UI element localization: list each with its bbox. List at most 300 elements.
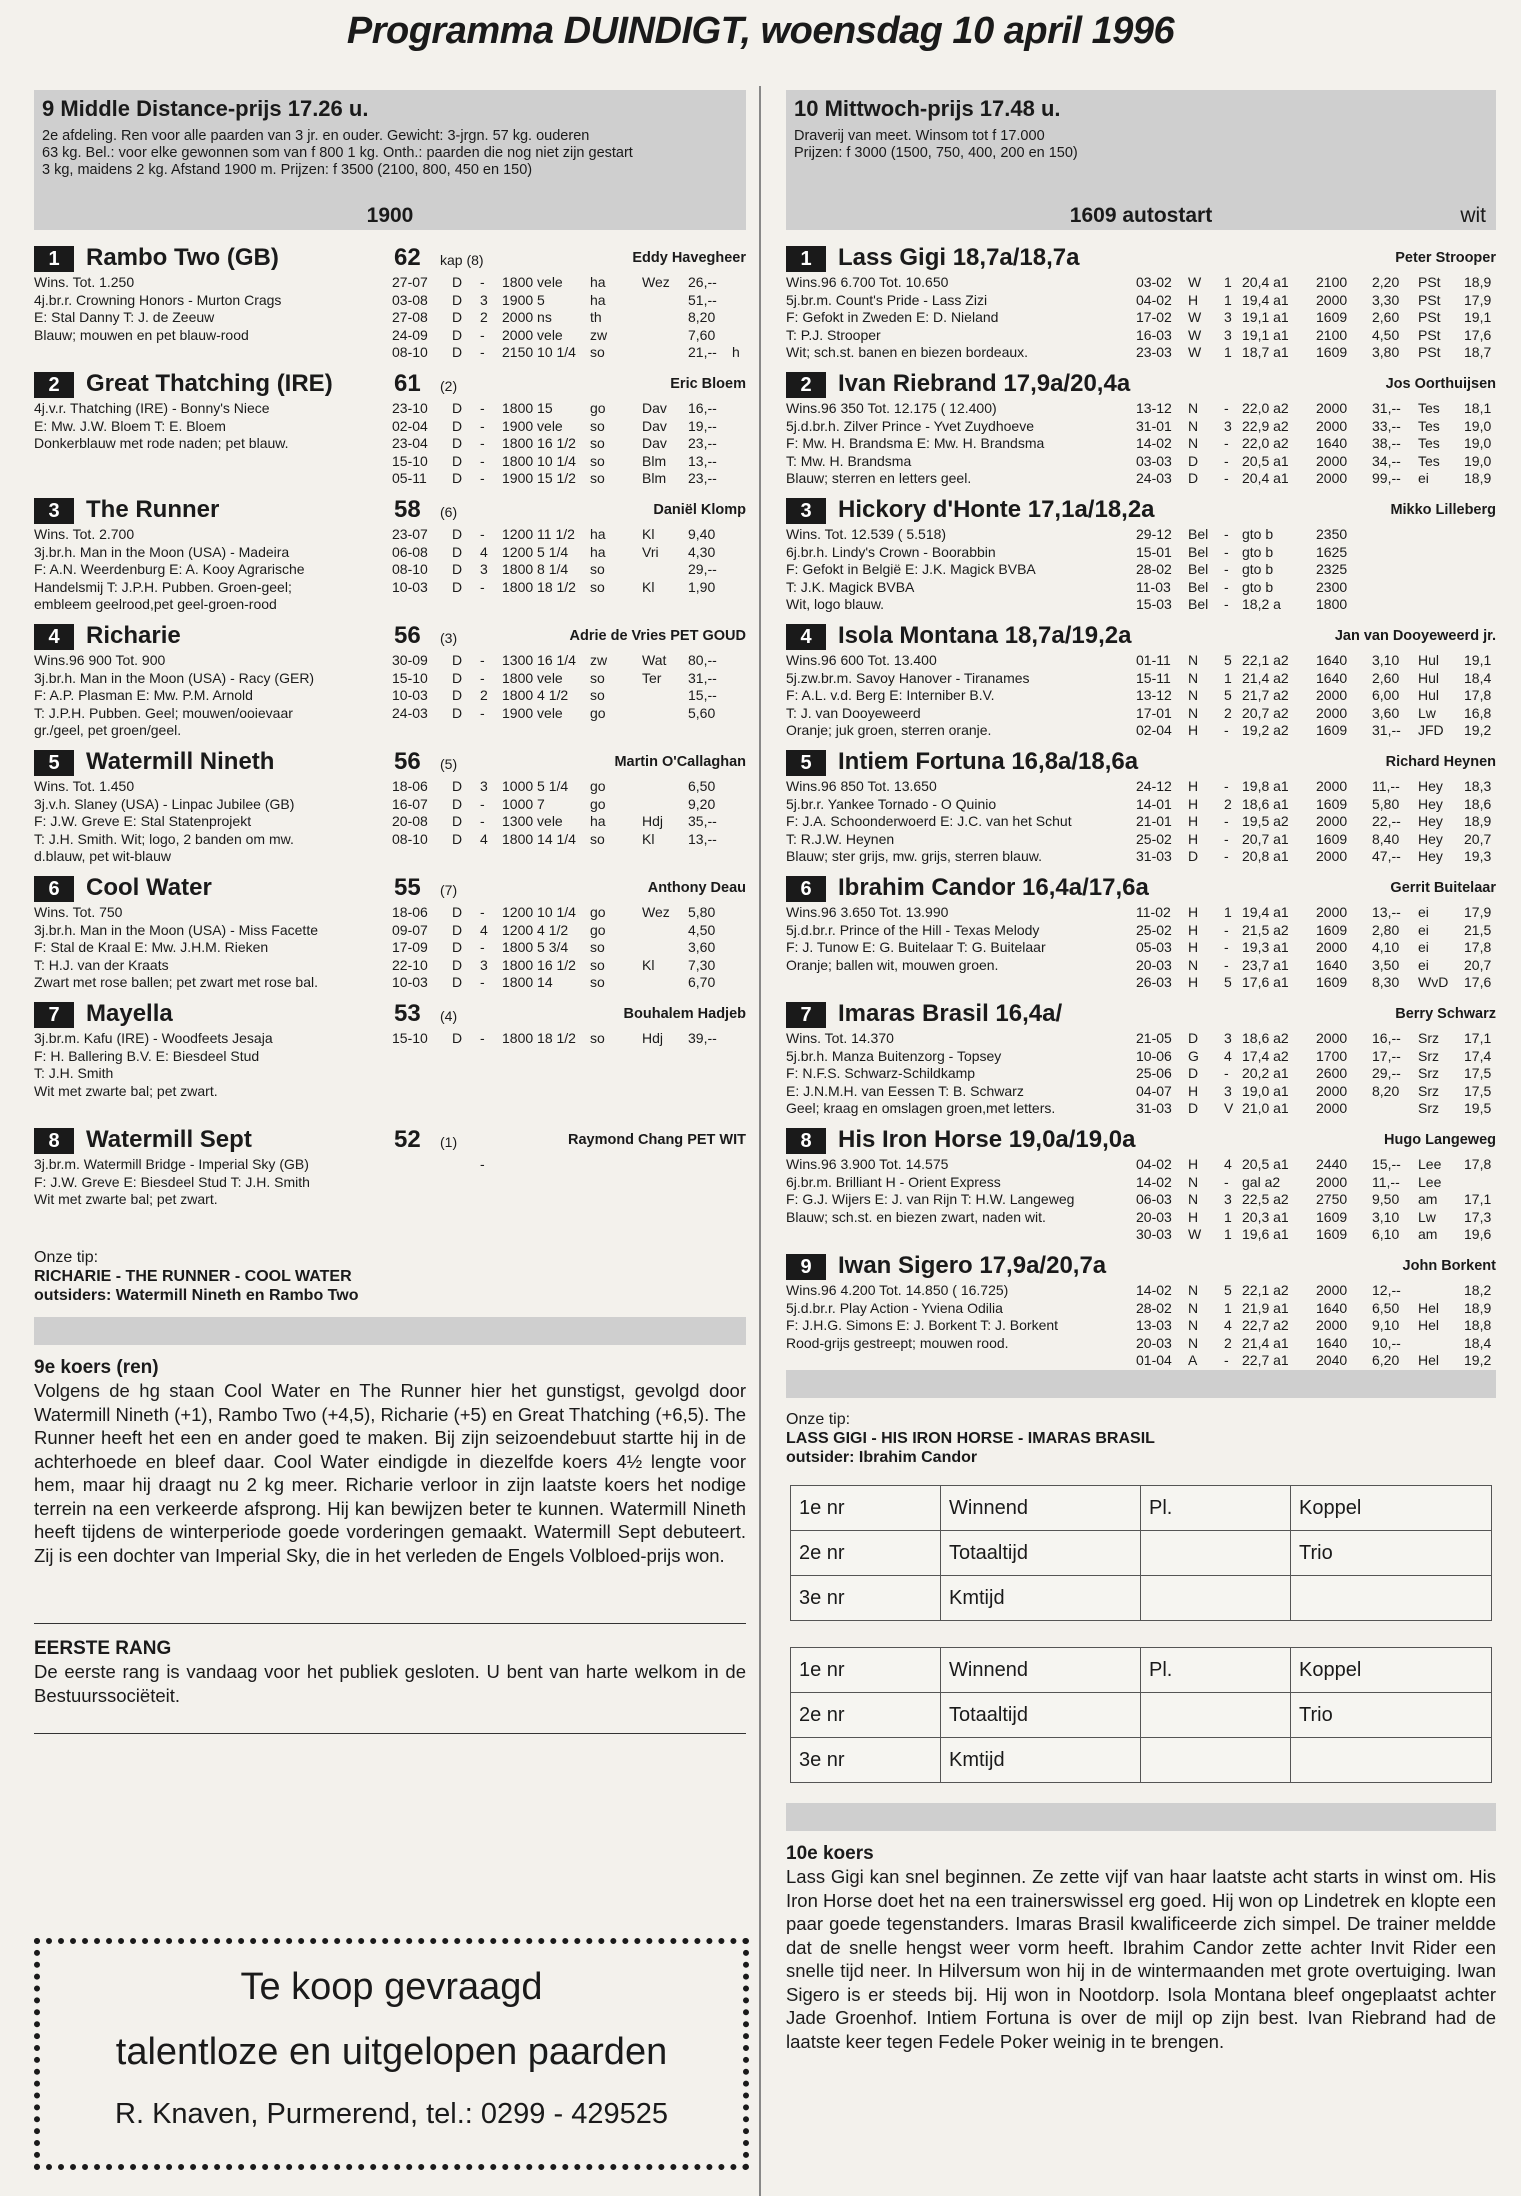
performance-cell: H (1188, 1156, 1199, 1172)
performance-cell: Bel (1188, 596, 1209, 613)
past-performances (392, 274, 746, 362)
results-cell: Totaaltijd (941, 1531, 1141, 1576)
performance-cell: 2440 (1316, 1156, 1348, 1172)
performance-cell: 18,1 (1464, 400, 1492, 416)
horse-weight: 62 (394, 244, 421, 271)
performance-cell: 2 (480, 309, 488, 326)
horse-info-line: Handelsmij T: J.P.H. Pubben. Groen-geel; (34, 578, 292, 595)
horse-info (786, 1030, 1055, 1118)
performance-row (1136, 1226, 1496, 1244)
performance-cell: 11-02 (1136, 904, 1171, 920)
race9-horse-list (34, 240, 746, 1248)
performance-cell: H (1188, 795, 1199, 812)
performance-cell: 17-02 (1136, 309, 1172, 326)
performance-row (392, 453, 746, 471)
horse-info-line: Wins.96 3.900 Tot. 14.575 (786, 1156, 949, 1172)
horse-name: Mayella (86, 1000, 173, 1027)
horse-info-line: T: J.H. Smith. Wit; logo, 2 banden om mw. (34, 830, 294, 847)
horse-info-line: 4j.v.r. Thatching (IRE) - Bonny's Niece (34, 400, 270, 416)
performance-cell: 04-07 (1136, 1082, 1172, 1099)
horse-info-line: Wins.96 900 Tot. 900 (34, 652, 166, 668)
performance-cell: 1 (1224, 669, 1232, 686)
performance-cell: 17,4 a2 (1242, 1047, 1289, 1064)
performance-row (392, 400, 746, 418)
horse-info-line: T: H.J. van der Kraats (34, 956, 169, 973)
performance-cell: ha (590, 813, 606, 830)
performance-cell: am (1418, 1226, 1438, 1243)
performance-cell: 1800 10 1/4 (502, 452, 576, 469)
performance-cell: D (452, 704, 463, 721)
horse-weight: 53 (394, 1000, 421, 1027)
horse-entry (34, 870, 746, 996)
performance-cell: 1,90 (688, 578, 716, 595)
performance-cell: 14-01 (1136, 795, 1172, 812)
performance-cell: 23-07 (392, 526, 428, 542)
horse-info-line: F: J.H.G. Simons E: J. Borkent T: J. Borkent (786, 1317, 1059, 1334)
performance-cell: 1800 18 1/2 (502, 1030, 576, 1046)
performance-cell: Tes (1418, 435, 1440, 452)
horse-info (786, 778, 1072, 866)
performance-cell: 23-10 (392, 400, 428, 416)
results-cell: Kmtijd (941, 1738, 1141, 1783)
jockey-name: John Borkent (1402, 1258, 1496, 1274)
performance-row (392, 670, 746, 688)
performance-cell: 2000 (1316, 452, 1348, 469)
performance-cell: - (1224, 778, 1229, 794)
gray-band (786, 1370, 1496, 1398)
performance-cell: 21,0 a1 (1242, 1100, 1289, 1117)
performance-cell: 80,-- (688, 652, 717, 668)
performance-cell: N (1188, 1317, 1199, 1334)
performance-cell: 04-02 (1136, 291, 1172, 308)
performance-cell: Vri (642, 543, 659, 560)
performance-cell: D (452, 652, 463, 668)
horse-info-line: 5j.d.br.r. Prince of the Hill - Texas Melody (786, 921, 1040, 938)
performance-cell: 13-12 (1136, 687, 1172, 704)
race9-condition-2: 63 kg. Bel.: voor elke gewonnen som van f 800 1 kg. Onth.: paarden die nog niet zijn gestart (42, 145, 633, 161)
performance-cell: - (1224, 1352, 1229, 1369)
performance-cell: D (452, 417, 463, 434)
race9-header (34, 90, 746, 230)
performance-cell: - (1224, 561, 1229, 578)
results-cell (1141, 1576, 1291, 1621)
past-performances (392, 526, 746, 596)
performance-cell: 1609 (1316, 309, 1348, 326)
results-row (791, 1486, 1492, 1531)
performance-cell: 22,1 a2 (1242, 1282, 1289, 1298)
performance-row (1136, 596, 1496, 614)
horse-info-line: 5j.d.br.h. Zilver Prince - Yvet Zuydhoeve (786, 417, 1034, 434)
performance-cell: 2000 (1316, 1173, 1348, 1190)
performance-cell: zw (590, 652, 608, 668)
horse-number: 3 (786, 498, 826, 524)
performance-cell: - (480, 435, 485, 452)
performance-row (1136, 705, 1496, 723)
performance-cell: D (1188, 452, 1199, 469)
horse-info-line: Donkerblauw met rode naden; pet blauw. (34, 435, 289, 452)
horse-name: Ibrahim Candor 16,4a/17,6a (838, 874, 1149, 901)
race9-tip-label: Onze tip: (34, 1249, 99, 1266)
jockey-name: Gerrit Buitelaar (1390, 880, 1496, 896)
performance-cell: 13-12 (1136, 400, 1172, 416)
horse-info-line: d.blauw, pet wit-blauw (34, 848, 171, 865)
performance-cell: 14-02 (1136, 435, 1172, 452)
performance-cell: D (452, 526, 463, 542)
eerste-rang (34, 1638, 746, 1707)
performance-cell: ei (1418, 470, 1429, 487)
horse-number: 1 (34, 246, 74, 272)
article-race10-title: 10e koers (786, 1843, 874, 1864)
performance-cell: V (1224, 1100, 1234, 1117)
performance-cell: H (1188, 291, 1199, 308)
performance-row (1136, 400, 1496, 418)
performance-cell: 3 (1224, 1030, 1232, 1046)
jockey-name: Anthony Deau (647, 880, 746, 896)
performance-cell: 1609 (1316, 722, 1348, 739)
performance-cell: 27-07 (392, 274, 428, 290)
performance-cell: 18,2 a (1242, 596, 1281, 613)
performance-cell: 1900 vele (502, 417, 563, 434)
performance-cell: Srz (1418, 1030, 1439, 1046)
horse-entry (34, 240, 746, 366)
performance-row (1136, 1065, 1496, 1083)
performance-row (1136, 922, 1496, 940)
performance-cell: 2 (1224, 1334, 1232, 1351)
performance-row (1136, 435, 1496, 453)
horse-info-line: Wins. Tot. 750 (34, 904, 123, 920)
performance-cell: D (452, 778, 463, 794)
performance-cell: 06-08 (392, 543, 428, 560)
horse-name: Cool Water (86, 874, 212, 901)
performance-cell: 2,80 (1372, 921, 1400, 938)
race10-column (786, 90, 1496, 2053)
horse-info-line: Wins.96 600 Tot. 13.400 (786, 652, 937, 668)
performance-cell: 19,3 (1464, 848, 1492, 865)
performance-cell: 21,7 a2 (1242, 687, 1289, 704)
horse-info-line: Blauw; sch.st. en biezen zwart, naden wit. (786, 1208, 1046, 1225)
performance-cell: 24-12 (1136, 778, 1172, 794)
performance-cell: 16-03 (1136, 326, 1172, 343)
results-row (791, 1576, 1492, 1621)
performance-cell: 20,7 (1464, 830, 1492, 847)
horse-entry (786, 996, 1496, 1122)
performance-row (1136, 561, 1496, 579)
horse-info-line: Wins.96 350 Tot. 12.175 ( 12.400) (786, 400, 997, 416)
performance-cell: 5 (1224, 974, 1232, 991)
horse-name: Isola Montana 18,7a/19,2a (838, 622, 1132, 649)
performance-cell: Hey (1418, 778, 1443, 794)
results-cell (1291, 1738, 1492, 1783)
performance-cell: 27-08 (392, 309, 428, 326)
horse-name: Imaras Brasil 16,4a/ (838, 1000, 1063, 1027)
performance-cell: 11,-- (1372, 1173, 1400, 1190)
results-cell: Kmtijd (941, 1576, 1141, 1621)
performance-cell: N (1188, 1299, 1199, 1316)
performance-row (1136, 579, 1496, 597)
jockey-name: Eddy Havegheer (632, 250, 746, 266)
horse-info-line: F: J.A. Schoonderwoerd E: J.C. van het Schut (786, 813, 1072, 830)
performance-cell: 1 (1224, 904, 1232, 920)
performance-cell: 1 (1224, 1208, 1232, 1225)
performance-cell: D (452, 543, 463, 560)
performance-cell: so (590, 687, 605, 704)
performance-row (1136, 544, 1496, 562)
performance-row (1136, 1335, 1496, 1353)
performance-cell: go (590, 921, 606, 938)
horse-info (34, 778, 294, 866)
performance-cell: - (480, 344, 485, 361)
horse-info (34, 904, 318, 992)
performance-cell: 31,-- (1372, 722, 1401, 739)
performance-cell: so (590, 344, 605, 361)
performance-cell: 1800 8 1/4 (502, 561, 569, 578)
performance-row (392, 922, 746, 940)
performance-cell: D (452, 452, 463, 469)
performance-cell: 1 (1224, 1299, 1232, 1316)
horse-info (34, 400, 289, 453)
performance-cell: 20-03 (1136, 1208, 1172, 1225)
performance-cell: 21,9 a1 (1242, 1299, 1289, 1316)
performance-cell: D (452, 813, 463, 830)
performance-cell: 20,3 a1 (1242, 1208, 1289, 1225)
performance-cell: 3 (480, 561, 488, 578)
performance-cell: 1200 5 1/4 (502, 543, 569, 560)
performance-cell: A (1188, 1352, 1198, 1369)
performance-cell: 10-03 (392, 687, 428, 704)
horse-weight: 52 (394, 1126, 421, 1153)
performance-cell: 22,0 a2 (1242, 400, 1289, 416)
results-cell (1291, 1576, 1492, 1621)
past-performances (1136, 1156, 1496, 1244)
performance-row (1136, 526, 1496, 544)
results-cell: Winnend (941, 1648, 1141, 1693)
performance-row (1136, 652, 1496, 670)
performance-cell: H (1188, 921, 1199, 938)
horse-number: 7 (34, 1002, 74, 1028)
performance-cell: 24-09 (392, 326, 428, 343)
jockey-name: Eric Bloem (670, 376, 746, 392)
performance-cell: Srz (1418, 1047, 1439, 1064)
performance-cell: 1800 18 1/2 (502, 578, 576, 595)
performance-row (1136, 344, 1496, 362)
performance-cell: so (590, 417, 605, 434)
performance-cell: 4,50 (688, 921, 716, 938)
horse-info-line: E: J.N.M.H. van Eessen T: B. Schwarz (786, 1082, 1024, 1099)
horse-start-position: (3) (440, 630, 458, 646)
results-cell (1141, 1738, 1291, 1783)
performance-cell: - (480, 452, 485, 469)
performance-cell: 9,50 (1372, 1191, 1400, 1208)
horse-weight: 61 (394, 370, 421, 397)
performance-cell: 15-10 (392, 1030, 428, 1046)
performance-cell: 2000 ns (502, 309, 552, 326)
performance-row (1136, 1100, 1496, 1118)
performance-row (392, 435, 746, 453)
performance-row (1136, 796, 1496, 814)
performance-cell: 9,10 (1372, 1317, 1400, 1334)
performance-cell: 19,-- (688, 417, 717, 434)
performance-cell: - (480, 974, 485, 991)
gray-band (34, 1317, 746, 1345)
performance-cell: 20,8 a1 (1242, 848, 1289, 865)
performance-cell: 4 (1224, 1156, 1232, 1172)
performance-cell: H (1188, 1082, 1199, 1099)
performance-cell: N (1188, 704, 1199, 721)
performance-cell: 18,2 (1464, 1282, 1492, 1298)
horse-info-line: Wit met zwarte bal; pet zwart. (34, 1191, 218, 1208)
horse-info-line: Wins.96 4.200 Tot. 14.850 ( 16.725) (786, 1282, 1009, 1298)
results-table-2 (790, 1647, 1492, 1783)
horse-info-line: Wins. Tot. 2.700 (34, 526, 135, 542)
performance-cell: ha (590, 291, 606, 308)
page-title: Programma DUINDIGT, woensdag 10 april 1996 (346, 10, 1175, 52)
performance-cell: 2 (480, 687, 488, 704)
performance-cell: 9,40 (688, 526, 716, 542)
performance-cell: - (1224, 921, 1229, 938)
performance-cell: so (590, 956, 605, 973)
race9-tip (34, 1248, 746, 1305)
performance-row (1136, 939, 1496, 957)
performance-row (392, 561, 746, 579)
horse-info-line: T: P.J. Strooper (786, 326, 881, 343)
performance-cell: 23-03 (1136, 344, 1172, 361)
performance-cell: 35,-- (688, 813, 717, 830)
performance-cell: 1800 16 1/2 (502, 435, 576, 452)
performance-cell: 22,9 a2 (1242, 417, 1289, 434)
performance-cell: 3 (1224, 1191, 1232, 1208)
horse-weight: 56 (394, 748, 421, 775)
performance-row (1136, 1300, 1496, 1318)
performance-cell: 2,60 (1372, 669, 1400, 686)
performance-cell: D (452, 274, 463, 290)
horse-number: 2 (34, 372, 74, 398)
performance-cell: 1640 (1316, 1334, 1348, 1351)
performance-cell: 1000 7 (502, 795, 545, 812)
performance-cell: 23,-- (688, 435, 717, 452)
performance-cell: - (480, 1156, 485, 1172)
horse-entry (34, 744, 746, 870)
horse-info (786, 1156, 1074, 1226)
past-performances (392, 652, 746, 722)
gray-band (786, 1803, 1496, 1831)
performance-cell: 19,6 a1 (1242, 1226, 1289, 1243)
performance-cell: 12,-- (1372, 1282, 1401, 1298)
performance-cell: 8,20 (1372, 1082, 1400, 1099)
performance-cell: 28-02 (1136, 1299, 1172, 1316)
performance-cell: 15,-- (688, 687, 717, 704)
performance-row (392, 470, 746, 488)
results-cell: Trio (1291, 1693, 1492, 1738)
performance-cell: 21,5 a2 (1242, 921, 1289, 938)
horse-info-line: gr./geel, pet groen/geel. (34, 722, 182, 739)
performance-cell: N (1188, 1191, 1199, 1208)
performance-row (1136, 1191, 1496, 1209)
performance-cell: so (590, 435, 605, 452)
horse-info-line: Wit met zwarte bal; pet zwart. (34, 1082, 218, 1099)
performance-cell: 7,30 (688, 956, 716, 973)
performance-cell: 2040 (1316, 1352, 1348, 1369)
horse-number: 1 (786, 246, 826, 272)
performance-cell: 18,8 (1464, 1317, 1492, 1334)
performance-cell: go (590, 795, 606, 812)
performance-cell: - (480, 578, 485, 595)
performance-cell: 03-03 (1136, 452, 1172, 469)
performance-cell: 18,6 a1 (1242, 795, 1289, 812)
performance-cell: 13-03 (1136, 1317, 1172, 1334)
performance-cell: 1800 4 1/2 (502, 687, 569, 704)
race9-condition-1: 2e afdeling. Ren voor alle paarden van 3 jr. en ouder. Gewicht: 3-jrgn. 57 kg. ouderen (42, 128, 590, 144)
performance-cell: Hey (1418, 830, 1443, 847)
performance-row (1136, 957, 1496, 975)
horse-info-line: E: Stal Danny T: J. de Zeeuw (34, 309, 215, 326)
horse-info-line: Wins.96 3.650 Tot. 13.990 (786, 904, 949, 920)
race10-title: 10 Mittwoch-prijs 17.48 u. (794, 96, 1061, 121)
performance-cell: so (590, 470, 605, 487)
horse-info-line: F: J.W. Greve E: Stal Statenprojekt (34, 813, 252, 830)
performance-cell: Blm (642, 470, 667, 487)
performance-cell: 17,8 (1464, 687, 1492, 704)
performance-cell: 01-04 (1136, 1352, 1172, 1369)
performance-cell: 08-10 (392, 344, 428, 361)
performance-cell: 3,10 (1372, 1208, 1400, 1225)
performance-cell: 1900 vele (502, 704, 563, 721)
performance-cell: - (1224, 470, 1229, 487)
performance-cell: Hel (1418, 1299, 1440, 1316)
performance-row (1136, 670, 1496, 688)
horse-info-line: T: J.H. Smith (34, 1065, 114, 1082)
performance-cell: ha (590, 274, 606, 290)
performance-row (1136, 327, 1496, 345)
performance-cell: N (1188, 652, 1199, 668)
performance-row (392, 939, 746, 957)
performance-cell: 18,7 a1 (1242, 344, 1289, 361)
performance-cell: - (1224, 1065, 1229, 1082)
performance-cell: 38,-- (1372, 435, 1401, 452)
performance-cell: 22,-- (1372, 813, 1401, 830)
performance-row (392, 904, 746, 922)
horse-number: 8 (786, 1128, 826, 1154)
performance-cell: 2100 (1316, 274, 1348, 290)
horse-name: Ivan Riebrand 17,9a/20,4a (838, 370, 1131, 397)
performance-cell: 1800 5 3/4 (502, 939, 569, 956)
performance-row (392, 652, 746, 670)
horse-entry (34, 366, 746, 492)
performance-cell: 6,70 (688, 974, 716, 991)
performance-cell: - (480, 526, 485, 542)
performance-cell: 1640 (1316, 956, 1348, 973)
horse-number: 3 (34, 498, 74, 524)
results-cell: 2e nr (791, 1693, 941, 1738)
performance-cell: 4,50 (1372, 326, 1400, 343)
performance-cell: 28-02 (1136, 561, 1172, 578)
performance-cell: D (452, 291, 463, 308)
horse-info-line: Blauw; ster grijs, mw. grijs, sterren blauw. (786, 848, 1042, 865)
race10-tip-line1: LASS GIGI - HIS IRON HORSE - IMARAS BRASIL (786, 1430, 1155, 1447)
race10-header (786, 90, 1496, 230)
results-row (791, 1648, 1492, 1693)
performance-cell: 18,6 (1464, 795, 1492, 812)
performance-cell: 20-08 (392, 813, 428, 830)
horse-number: 6 (34, 876, 74, 902)
performance-cell: 25-02 (1136, 921, 1172, 938)
performance-cell: 20,7 a2 (1242, 704, 1289, 721)
performance-cell: - (1224, 400, 1229, 416)
performance-cell: 1640 (1316, 669, 1348, 686)
performance-cell: gal a2 (1242, 1173, 1281, 1190)
performance-cell: D (452, 400, 463, 416)
performance-cell: 2000 (1316, 417, 1348, 434)
performance-cell: 3 (1224, 417, 1232, 434)
